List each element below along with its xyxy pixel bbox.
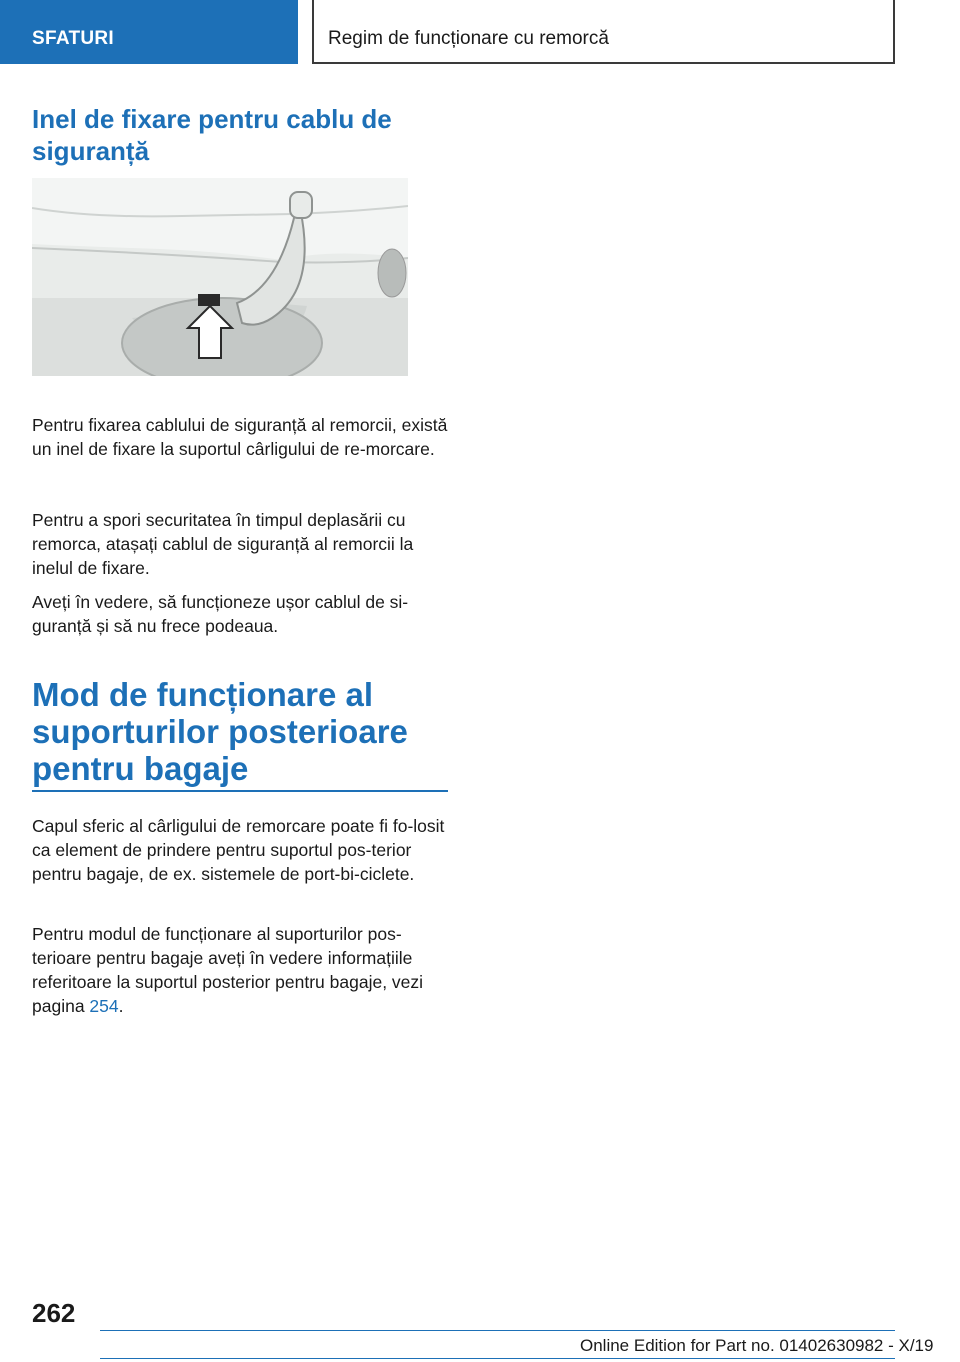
section-tab: SFATURI	[0, 0, 298, 64]
page-number: 262	[32, 1298, 76, 1328]
footer-edition: Online Edition for Part no. 01402630982 - X/19	[580, 1336, 934, 1355]
tow-hook-illustration	[32, 178, 408, 376]
chapter-title: Regim de funcționare cu remorcă	[312, 0, 895, 64]
paragraph-with-link	[32, 922, 450, 1018]
heading-divider	[32, 790, 448, 792]
footer-divider-bottom	[100, 1358, 895, 1359]
paragraph-text: Pentru modul de funcționare al suporturilor pos-terioare pentru bagaje aveți în vedere informațiile referitoare la suportul posterior pentru bagaje, vezi pagina	[32, 924, 424, 1016]
paragraph: Pentru a spori securitatea în timpul deplasării cu remorca, atașați cablul de siguranță al remorcii la inelul de fixare.	[32, 510, 414, 578]
paragraph: Capul sferic al cârligului de remorcare poate fi fo-losit ca element de prindere pentru suportul pos-terior pentru bagaje, de ex. sistemele de port-bi-ciclete.	[32, 816, 445, 884]
page-reference-link[interactable]: 254	[89, 996, 119, 1016]
section-heading-rear-carrier: Mod de funcționare al suporturilor posterioare pentru bagaje	[32, 676, 408, 787]
section-heading-safety-ring: Inel de fixare pentru cablu de siguranță	[32, 104, 392, 166]
paragraph-end: .	[118, 996, 124, 1016]
paragraph: Aveți în vedere, să funcționeze ușor cablul de si-guranță și să nu frece podeaua.	[32, 592, 409, 636]
paragraph: Pentru fixarea cablului de siguranță al remorcii, există un inel de fixare la suportul cârligului de re-morcare.	[32, 415, 448, 459]
footer-divider	[100, 1330, 895, 1331]
